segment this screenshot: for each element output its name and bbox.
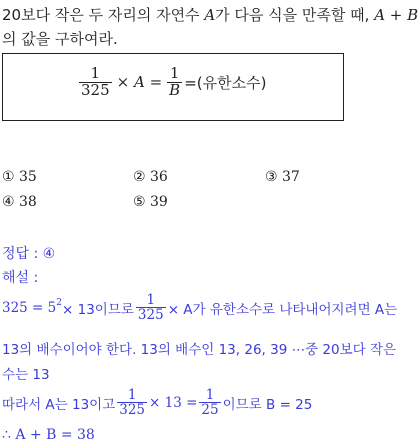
fraction-denominator: 325 — [119, 402, 146, 419]
fraction-denominator: B — [169, 80, 181, 99]
text: 325 = 5 — [2, 299, 57, 316]
choice-value: 36 — [150, 169, 168, 185]
explanation-line-5: ∴ A + B = 38 — [2, 427, 95, 443]
text: 이므로 B = 25 — [222, 396, 313, 413]
fraction-1-over-325 — [136, 293, 166, 322]
fraction-1-over-325 — [117, 388, 147, 417]
fraction-numerator: 1 — [169, 64, 180, 82]
fraction-1-over-25 — [199, 388, 220, 417]
fraction-numerator: 1 — [90, 64, 101, 82]
equation — [77, 66, 266, 99]
fraction-numerator: 1 — [127, 387, 137, 403]
fraction-numerator: 1 — [205, 387, 215, 403]
problem-line-1 — [2, 4, 418, 25]
explanation-line-4 — [2, 388, 312, 417]
equation-box — [2, 53, 344, 121]
problem-line-2: 의 값을 구하여라. — [2, 30, 118, 48]
times-a-equals: × A = — [116, 73, 163, 92]
choice-mark: ⑤ — [133, 194, 146, 210]
choice-mark: ② — [133, 169, 146, 185]
choice-value: 39 — [150, 194, 168, 210]
problem-text-a: 20보다 작은 두 자리의 자연수 — [2, 6, 205, 24]
fraction-denominator: 325 — [81, 80, 110, 99]
text: 따라서 A는 13이고 — [2, 396, 116, 413]
fraction-1-over-b — [167, 66, 182, 99]
explanation-line-3: 수는 13 — [2, 367, 50, 383]
choice-1[interactable] — [2, 169, 37, 185]
choice-2[interactable] — [133, 169, 168, 185]
choice-3[interactable] — [265, 169, 300, 185]
text: × 13이므로 — [62, 301, 134, 318]
choice-mark: ④ — [2, 194, 15, 210]
finite-decimal-label: =(유한소수) — [184, 73, 267, 92]
text: × 13 = — [149, 394, 198, 411]
choice-5[interactable] — [133, 194, 168, 210]
fraction-denominator: 25 — [201, 402, 219, 419]
expression-a-plus-b: A + B — [374, 6, 418, 24]
exponent: 2 — [56, 297, 62, 308]
choice-4[interactable] — [2, 194, 37, 210]
variable-a: A — [204, 6, 216, 24]
choice-value: 35 — [19, 169, 37, 185]
fraction-denominator: 325 — [137, 307, 164, 324]
choice-mark: ① — [2, 169, 15, 185]
choice-mark: ③ — [265, 169, 278, 185]
explanation-label: 해설 : — [2, 270, 39, 286]
explanation-line-2: 13의 배수이어야 한다. 13의 배수인 13, 26, 39 ⋯중 20보다 작은 — [2, 342, 397, 358]
problem-text-b: 가 다음 식을 만족할 때, — [215, 6, 375, 24]
fraction-numerator: 1 — [146, 292, 156, 308]
fraction-1-over-325 — [79, 66, 112, 99]
explanation-line-1 — [2, 293, 397, 322]
choice-value: 37 — [282, 169, 300, 185]
choice-value: 38 — [19, 194, 37, 210]
text: × A가 유한소수로 나타내어지려면 A는 — [167, 301, 398, 318]
answer-label: 정답 : ④ — [2, 246, 56, 262]
